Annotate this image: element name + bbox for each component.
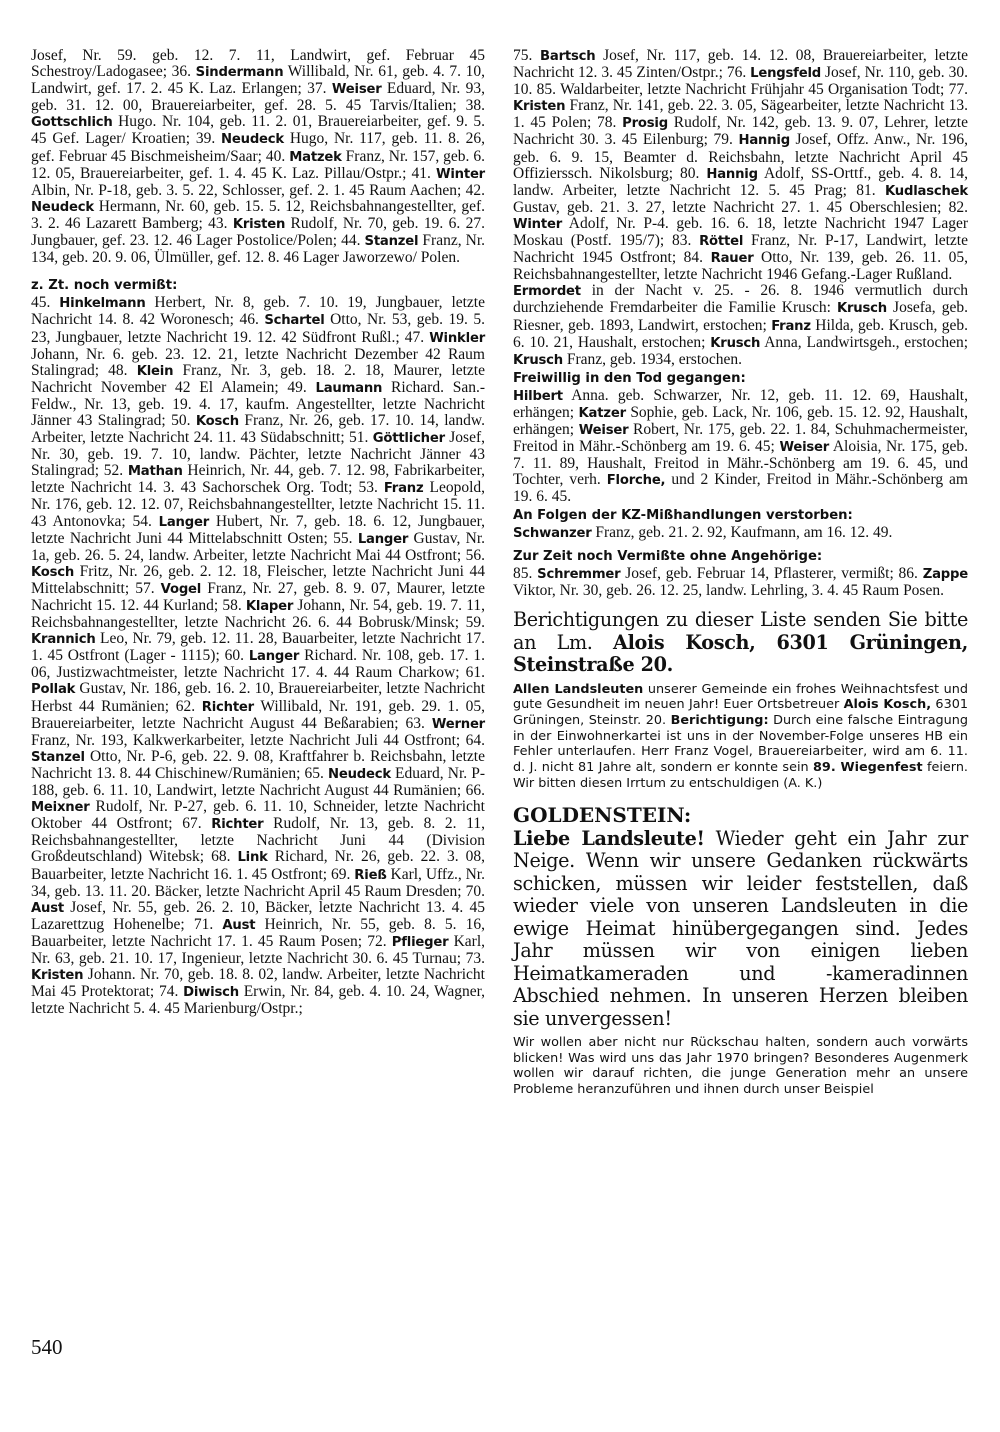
- bold-name: Prosig: [622, 116, 668, 132]
- text-segment: Gustav, Nr. 1a, geb. 26. 5. 24, landw. Arbeiter, letzte Nachricht Mai 44 Ostfront; 56.: [31, 529, 486, 564]
- text-segment: in der Nacht v. 25. - 26. 8. 1946 vermutlich durch durchziehende Fremdarbeiter die Familie Krusch:: [513, 282, 968, 317]
- right-column: [513, 48, 968, 1098]
- text-segment: Franz, Nr. 157, geb. 6. 12. 05, Brauereiarbeiter, gef. 1. 4. 45 K. Laz. Pillau/Ostpr.; 41.: [31, 147, 485, 182]
- text-segment: Josef, geb. Februar 14, Pflasterer, vermißt; 86.: [620, 564, 923, 582]
- text-segment: Richard. San.-Feldw., Nr. 13, geb. 19. 4. 17, kaufm. Angestellter, letzte Nachricht Jänner 43 Stalingrad; 50.: [31, 378, 485, 429]
- bold-name: Hannig: [738, 133, 790, 149]
- text-segment: Otto, Nr. P-6, geb. 22. 9. 08, Kraftfahrer b. Reichsbahn, letzte Nachricht 13. 8. 44 Chischinew/Rumänien; 65.: [31, 747, 485, 782]
- bold-name: Link: [237, 850, 268, 866]
- text-segment: Otto, Nr. 53, geb. 19. 5. 23, Jungbauer, letzte Nachricht 19. 12. 42 Südfront Rußl.; 47.: [31, 311, 485, 346]
- text-segment: feiern. Wir bitten diesen Irrtum zu entschuldigen (A. K.): [513, 760, 968, 791]
- bold-name: Kristen: [232, 216, 286, 232]
- murdered-paragraph: [513, 283, 968, 368]
- bold-name: Werner: [431, 716, 485, 732]
- bold-name: Neudeck: [221, 132, 284, 148]
- suicide-heading: Freiwillig in den Tod gegangen:: [513, 370, 746, 386]
- bold-name: Krusch: [710, 335, 761, 351]
- bold-name: Hinkelmann: [59, 296, 146, 312]
- bold-name: Stanzel: [31, 749, 85, 765]
- bold-name: Aust: [31, 900, 64, 916]
- kz-list: [513, 525, 968, 542]
- bold-name: Florche,: [606, 473, 666, 489]
- text-segment: Franz, Nr. 3, geb. 18. 2. 18, Maurer, letzte Nachricht November 42 El Alamein; 49.: [31, 361, 485, 396]
- bold-name: Kosch: [195, 413, 239, 429]
- text-segment: Josef, Nr. 110, geb. 30. 10. 85. Waldarbeiter, letzte Nachricht Frühjahr 45 Organisation Todt; 77.: [513, 64, 968, 99]
- text-segment: Franz, Nr. 26, geb. 17. 10. 14, landw. Arbeiter, letzte Nachricht 24. 11. 43 Südabschnitt; 51.: [31, 411, 485, 447]
- bold-name: Zappe: [922, 566, 969, 582]
- bold-name: Schartel: [264, 313, 325, 329]
- bold-name: Langer: [357, 531, 409, 547]
- bold-name: Gottschlich: [31, 115, 113, 131]
- text-segment: Josef, Nr. 30, geb. 19. 7. 10, landw. Pächter, letzte Nachricht Jänner 43 Stalingrad; 52.: [31, 429, 485, 480]
- bold-name: Kristen: [513, 99, 566, 115]
- bold-name: Franz: [383, 481, 424, 497]
- bold-name: Kosch: [31, 564, 75, 580]
- bold-name: Winter: [435, 166, 485, 182]
- text-segment: Hilda, geb. Krusch, geb. 6. 10. 21, Haushalt, erstochen;: [513, 316, 968, 351]
- text-segment: Rudolf, Nr. 142, geb. 13. 9. 07, Lehrer, letzte Nachricht 30. 3. 45 Eilenburg; 79.: [513, 114, 968, 149]
- bold-name: Neudeck: [31, 199, 94, 215]
- text-segment: Hugo, Nr. 117, geb. 11. 8. 26, gef. Februar 45 Bischmeisheim/Saar; 40.: [31, 130, 485, 165]
- text-segment: Josef, Nr. 59. geb. 12. 7. 11, Landwirt, gef. Februar 45 Schestroy/Ladogasee; 36.: [31, 47, 485, 81]
- text-segment: Franz, Nr. 193, Kalkwerkarbeiter, letzte Nachricht Juli 44 Ostfront; 64.: [31, 731, 485, 749]
- text-segment: Willibald, Nr. 191, geb. 29. 1. 05, Brauereiarbeiter, letzte Nachricht August 44 Beßarabien; 63.: [31, 697, 485, 732]
- text-segment: Franz, geb. 21. 2. 92, Kaufmann, am 16. 12. 49.: [591, 523, 893, 541]
- text-segment: Rudolf, Nr. P-27, geb. 6. 11. 10, Schneider, letzte Nachricht Oktober 44 Ostfront; 67.: [31, 798, 485, 833]
- missing-list: [31, 295, 485, 1017]
- text-segment: Anna. geb. Schwarzer, Nr. 12, geb. 11. 12. 69, Haushalt, erhängen;: [513, 386, 968, 421]
- missing-list-continued: [513, 48, 968, 283]
- missing-no-relatives-heading: Zur Zeit noch Vermißte ohne Angehörige:: [513, 548, 823, 564]
- bold-name: Weiser: [331, 82, 382, 98]
- bold-name: Röttel: [699, 234, 744, 250]
- text-segment: Viktor, Nr. 30, geb. 26. 12. 25, landw. Lehrling, 3. 4. 45 Raum Posen.: [513, 581, 944, 599]
- bold-name: 89. Wiegenfest: [813, 760, 923, 776]
- bold-name: Langer: [248, 649, 300, 665]
- bold-name: Berichtigung:: [670, 712, 769, 728]
- goldenstein-intro: [513, 828, 968, 1031]
- text-segment: Karl, Nr. 63, geb. 21. 10. 17, Ingenieur, letzte Nachricht 30. 6. 45 Turnau; 73.: [31, 932, 485, 967]
- bold-name: Laumann: [315, 380, 383, 396]
- bold-name: Pflieger: [391, 934, 449, 950]
- kz-heading: An Folgen der KZ-Mißhandlungen verstorben:: [513, 507, 853, 523]
- text-segment: Gustav, Nr. 186, geb. 16. 2. 10, Brauereiarbeiter, letzte Nachricht Herbst 44 Rumänien; 62.: [31, 680, 485, 715]
- casualty-list-continued: [31, 48, 485, 266]
- text-segment: Herbert, Nr. 8, geb. 7. 10. 19, Jungbauer, letzte Nachricht 14. 8. 42 Woronesch; 46.: [31, 294, 485, 329]
- text-segment: Robert, Nr. 175, geb. 22. 1. 84, Schuhmachermeister, Freitod in Mähr.-Schönberg am 19. 6. 45;: [513, 421, 968, 456]
- text-segment: Karl, Uffz., Nr. 34, geb. 13. 11. 20. Bäcker, letzte Nachricht April 45 Raum Dresden; 70.: [31, 865, 485, 900]
- bold-name: Alois Kosch,: [843, 697, 932, 713]
- text-segment: Leo, Nr. 79, geb. 12. 11. 28, Bauarbeiter, letzte Nachricht 17. 1. 45 Ostfront (Lager - 1115); 60.: [31, 630, 485, 665]
- bold-name: Göttlicher: [372, 431, 445, 447]
- bold-name: Matzek: [289, 149, 342, 165]
- missing-no-relatives-list: [513, 566, 968, 599]
- text-segment: Adolf, Nr. P-4. geb. 16. 6. 18, letzte Nachricht 1947 Lager Moskau (Postf. 195/7); 83.: [513, 214, 968, 250]
- bold-name: Winkler: [429, 330, 485, 346]
- text-segment: Franz, geb. 1934, erstochen.: [562, 350, 743, 368]
- text-segment: Albin, Nr. P-18, geb. 3. 5. 22, Schlosser, gef. 2. 1. 45 Raum Aachen; 42.: [31, 181, 485, 199]
- bold-name: Vogel: [160, 581, 202, 597]
- goldenstein-closing: Wir wollen aber nicht nur Rückschau halten, sondern auch vorwärts blicken! Was wird uns das Jahr 1970 bringen? Besonderes Augenmerk wollen wir darauf richten, die junge Generation mehr an unsere Probleme heranzuführen und ihnen durch unser Beispiel: [513, 1035, 968, 1098]
- text-segment: Eduard, Nr. P-188, geb. 6. 11. 10, Landwirt, letzte Nachricht August 44 Rumänien; 66.: [31, 764, 485, 800]
- text-segment: Johann, Nr. 54, geb. 19. 7. 11, Reichsbahnangestellter, letzte Nachricht 26. 6. 44 Bobrusk/Minsk; 59.: [31, 597, 485, 632]
- text-segment: Erwin, Nr. 84, geb. 4. 10. 24, Wagner, letzte Nachricht 5. 4. 45 Marienburg/Ostpr.;: [31, 983, 486, 1018]
- text-segment: Franz, Nr. 141, geb. 22. 3. 05, Sägearbeiter, letzte Nachricht 13. 1. 45 Polen; 78.: [513, 97, 968, 132]
- intro-salutation: Liebe Landsleute!: [513, 826, 705, 850]
- corrections-address: Alois Kosch, 6301 Grüningen, Steinstraße 20.: [513, 630, 968, 676]
- page-number: 540: [31, 1335, 63, 1359]
- bold-name: Krannich: [31, 632, 96, 648]
- text-segment: 85.: [513, 564, 538, 582]
- text-segment: Otto, Nr. 139, geb. 26. 11. 05, Reichsbahnangestellter, letzte Nachricht 1946 Gefang.-Lager Rußland.: [513, 249, 968, 284]
- text-segment: 75.: [513, 47, 541, 64]
- bold-name: Stanzel: [364, 234, 419, 250]
- bold-name: Klein: [136, 363, 174, 379]
- bold-name: Aust: [222, 917, 256, 933]
- text-segment: Josef, Nr. 55, geb. 26. 2. 10, Bäcker, letzte Nachricht 13. 4. 45 Lazarettzug Hohenelbe; 71.: [31, 898, 485, 933]
- text-segment: Fritz, Nr. 26, geb. 2. 12. 18, Fleischer, letzte Nachricht Juni 44 Mittelabschnitt; 57.: [31, 562, 485, 597]
- text-segment: Eduard, Nr. 93, geb. 31. 12. 00, Brauereiarbeiter, gef. 28. 5. 45 Tarvis/Italien; 38.: [31, 80, 485, 115]
- text-segment: Gustav, geb. 21. 3. 27, letzte Nachricht 27. 1. 45 Oberschlesien; 82.: [513, 198, 968, 216]
- bold-name: Katzer: [578, 405, 626, 421]
- text-segment: und 2 Kinder, Freitod in Mähr.-Schönberg am 19. 6. 45.: [513, 471, 968, 506]
- text-segment: Heinrich, Nr. 44, geb. 7. 12. 98, Fabrikarbeiter, letzte Nachricht 14. 3. 43 Sachorschek Org. Todt; 53.: [31, 462, 485, 497]
- text-segment: Rudolf, Nr. 13, geb. 8. 2. 11, Reichsbahnangestellter, letzte Nachricht Juni 44 (Division Großdeutschland) Witebsk; 68.: [31, 815, 485, 866]
- bold-name: Rauer: [710, 251, 754, 267]
- greeting-paragraph: [513, 682, 968, 792]
- text-segment: Josefa, geb. Riesner, geb. 1893, Landwirt, erstochen;: [513, 299, 968, 334]
- bold-name: Meixner: [31, 800, 90, 816]
- bold-name: Franz: [771, 318, 811, 334]
- text-segment: unserer Gemeinde ein frohes Weihnachtsfest und gute Gesundheit im neuen Jahr! Euer Ortsbetreuer: [513, 681, 968, 713]
- text-segment: Aloisia, Nr. 175, geb. 7. 11. 89, Haushalt, Freitod in Mähr.-Schönberg am 19. 6. 45, und Tochter, verh.: [513, 438, 968, 489]
- text-segment: Josef, Offz. Anw., Nr. 196, geb. 6. 9. 15, Beamter d. Reichsbahn, letzte Nachricht April 45 Offizierssch. Nikolsburg; 80.: [513, 131, 968, 182]
- bold-name: Langer: [158, 514, 210, 530]
- text-segment: 45.: [31, 294, 60, 312]
- text-segment: Johann. Nr. 70, geb. 18. 8. 02, landw. Arbeiter, letzte Nachricht Mai 45 Protektorat; 74.: [31, 966, 485, 1001]
- corrections-text: Berichtigungen zu dieser Liste senden Sie bitte an Lm.: [513, 608, 968, 654]
- bold-name: Winter: [513, 216, 563, 232]
- suicide-list: [513, 388, 968, 506]
- bold-name: Diwisch: [183, 985, 239, 1001]
- bold-name: Pollak: [31, 682, 76, 698]
- left-column: [31, 48, 485, 1017]
- text-segment: Willibald, Nr. 61, geb. 4. 7. 10, Landwirt, gef. 17. 2. 45 K. Laz. Erlangen; 37.: [31, 63, 485, 98]
- bold-name: Neudeck: [328, 766, 391, 782]
- bold-name: Weiser: [779, 440, 830, 456]
- bold-name: Allen Landsleuten: [513, 681, 644, 697]
- bold-name: Lengsfeld: [750, 66, 822, 82]
- text-segment: Adolf, SS-Orttf., geb. 4. 8. 14, landw. Arbeiter, letzte Nachricht 12. 5. 45 Prag; 81.: [513, 164, 968, 199]
- text-segment: Anna, Landwirtsgeh., erstochen;: [760, 333, 969, 351]
- bold-name: Kudlaschek: [884, 183, 968, 199]
- text-segment: Hermann, Nr. 60, geb. 15. 5. 12, Reichsbahnangestellter, gef. 3. 2. 46 Lazarett Bamberg; 43.: [31, 197, 485, 232]
- bold-name: Richter: [211, 817, 264, 833]
- bold-name: Schremmer: [537, 566, 621, 582]
- section-title-goldenstein: GOLDENSTEIN:: [513, 803, 692, 828]
- bold-name: Rieß: [354, 867, 387, 883]
- bold-name: Richter: [201, 699, 254, 715]
- bold-name: Klaper: [245, 599, 294, 614]
- text-segment: Heinrich, Nr. 55, geb. 8. 5. 16, Bauarbeiter, letzte Nachricht 17. 1. 45 Raum Posen; 72.: [31, 915, 486, 950]
- missing-heading: z. Zt. noch vermißt:: [31, 278, 178, 294]
- bold-name: Mathan: [127, 464, 183, 480]
- text-segment: Franz, Nr. P-17, Landwirt, letzte Nachricht 1945 Ostfront; 84.: [513, 232, 968, 267]
- text-segment: Hugo. Nr. 104, geb. 11. 2. 01, Brauereiarbeiter, gef. 9. 5. 45 Gef. Lager/ Kroatien; 39.: [31, 113, 485, 148]
- text-segment: Durch eine falsche Eintragung in der Einwohnerkartei ist uns in der November-Folge unseres HB ein Fehler unterlaufen. Herr Franz Vogel, Brauereiarbeiter, wird am 6. 11. d. J. nicht 81 Jahre alt, sondern er konnte sein: [513, 712, 969, 776]
- bold-name: Bartsch: [540, 49, 596, 64]
- text-segment: Sophie, geb. Lack, Nr. 106, geb. 15. 12. 92, Haushalt, erhängen;: [513, 403, 968, 439]
- text-segment: Franz, Nr. 134, geb. 20. 9. 06, Ülmüller, gef. 12. 8. 46 Lager Jaworzewo/ Polen.: [31, 232, 485, 267]
- bold-name: Krusch: [513, 352, 563, 368]
- text-segment: Leopold, Nr. 176, geb. 12. 12. 07, Reichsbahnangestellter, letzte Nachricht 15. 11. 43 Antonovka; 54.: [31, 479, 486, 530]
- bold-name: Weiser: [578, 423, 629, 439]
- bold-name: Sindermann: [195, 65, 284, 81]
- corrections-notice: [513, 609, 968, 677]
- text-segment: Hubert, Nr. 7, geb. 18. 6. 12, Jungbauer, letzte Nachricht Juni 44 Mittelabschnitt Osten; 55.: [31, 512, 485, 547]
- bold-name: Krusch: [836, 301, 887, 317]
- text-segment: Richard, Nr. 26, geb. 22. 3. 08, Bauarbeiter, letzte Nachricht 16. 1. 45 Ostfront; 69.: [31, 848, 485, 883]
- bold-name: Ermordet: [513, 284, 581, 300]
- bold-name: Hilbert: [513, 388, 563, 404]
- text-segment: Johann, Nr. 6. geb. 23. 12. 21, letzte Nachricht Dezember 42 Raum Stalingrad; 48.: [31, 345, 485, 379]
- bold-name: Schwanzer: [513, 525, 592, 541]
- text-segment: Rudolf, Nr. 70, geb. 19. 6. 27. Jungbauer, gef. 23. 12. 46 Lager Postolice/Polen; 44.: [31, 214, 485, 250]
- bold-name: Kristen: [31, 968, 84, 984]
- bold-name: Hannig: [706, 166, 758, 182]
- text-segment: Josef, Nr. 117, geb. 14. 12. 08, Brauereiarbeiter, letzte Nachricht 12. 3. 45 Zinten/Ostpr.; 76.: [513, 47, 969, 82]
- text-segment: 6301 Grüningen, Steinstr. 20.: [513, 697, 968, 728]
- text-segment: Richard. Nr. 108, geb. 17. 1. 06, Justizwachtmeister, letzte Nachricht 17. 4. 44 Raum Charkow; 61.: [31, 647, 485, 682]
- text-segment: Franz, Nr. 27, geb. 8. 9. 07, Maurer, letzte Nachricht 15. 12. 44 Kurland; 58.: [31, 579, 485, 614]
- intro-text: Wieder geht ein Jahr zur Neige. Wenn wir unsere Gedanken rückwärts schicken, müssen wir leider feststellen, daß wieder viele von unseren Landsleuten in die ewige Heimat hinübergegangen sind. Jedes Jahr müssen wir von einigen lieben Heimatkameraden und -kameradinnen Abschied nehmen. In unseren Herzen bleiben sie unvergessen!: [513, 826, 969, 1030]
